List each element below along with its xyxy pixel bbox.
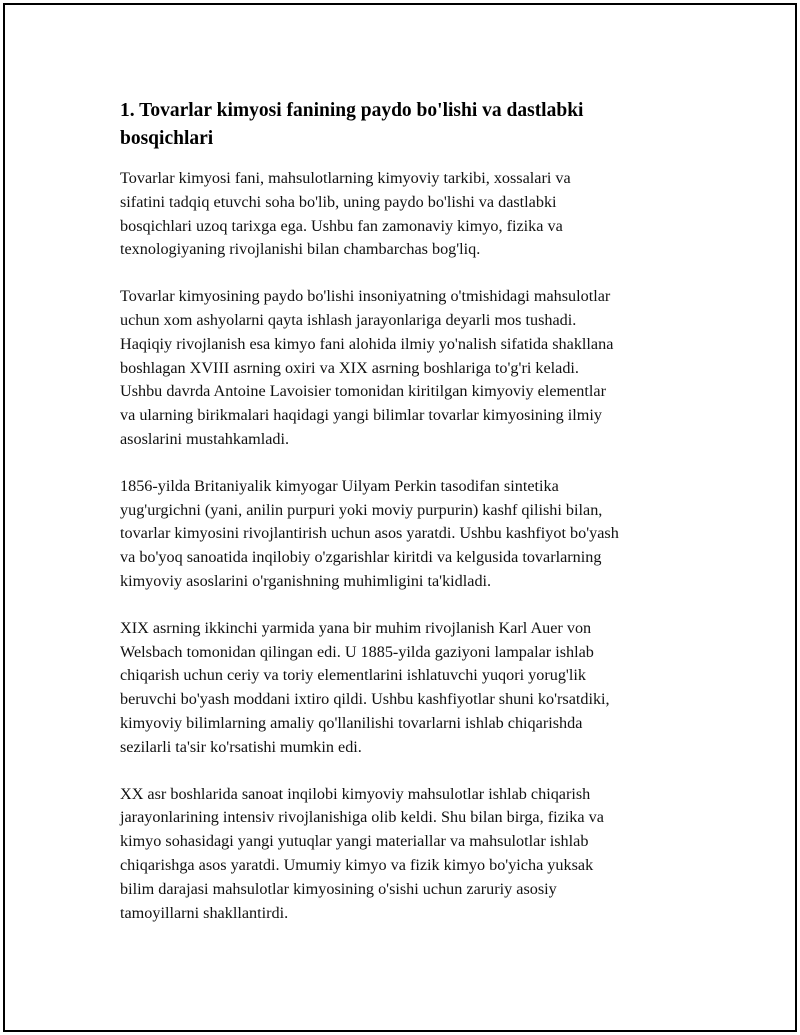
paragraph-1: [120, 167, 690, 262]
text-line: jarayonlarining intensiv rivojlanishiga olib keldi. Shu bilan birga, fizika va: [120, 808, 604, 827]
text-line: chiqarish uchun ceriy va toriy elementlarini ishlatuvchi yuqori yorug'lik: [120, 666, 586, 685]
text-line: asoslarini mustahkamladi.: [120, 429, 290, 448]
text-line: va ularning birikmalari haqidagi yangi bilimlar tovarlar kimyosining ilmiy: [120, 406, 602, 425]
text-line: boshlagan XVIII asrning oxiri va XIX asrning boshlariga to'g'ri keladi.: [120, 358, 579, 377]
text-line: XIX asrning ikkinchi yarmida yana bir muhim rivojlanish Karl Auer von: [120, 618, 592, 637]
text-line: beruvchi bo'yash moddani ixtiro qildi. Ushbu kashfiyotlar shuni ko'rsatdiki,: [120, 690, 610, 709]
text-line: sezilarli ta'sir ko'rsatishi mumkin edi.: [120, 737, 362, 756]
text-line: yug'urgichni (yani, anilin purpuri yoki moviy purpurin) kashf qilishi bilan,: [120, 500, 603, 519]
text-line: Haqiqiy rivojlanish esa kimyo fani alohida ilmiy yo'nalish sifatida shakllana: [120, 334, 614, 353]
paragraph-4: [120, 617, 690, 760]
text-line: 1856-yilda Britaniyalik kimyogar Uilyam Perkin tasodifan sintetika: [120, 476, 559, 495]
text-line: Tovarlar kimyosining paydo bo'lishi insoniyatning o'tmishidagi mahsulotlar: [120, 287, 611, 306]
text-line: va bo'yoq sanoatida inqilobiy o'zgarishlar kiritdi va kelgusida tovarlarning: [120, 548, 602, 567]
page-frame: [3, 3, 797, 1032]
text-line: uchun xom ashyolarni qayta ishlash jarayonlariga deyarli mos tushadi.: [120, 310, 577, 329]
text-line: chiqarishga asos yaratdi. Umumiy kimyo va fizik kimyo bo'yicha yuksak: [120, 855, 594, 874]
text-line: Tovarlar kimyosi fani, mahsulotlarning kimyoviy tarkibi, xossalari va: [120, 169, 571, 187]
section-heading: [120, 97, 690, 153]
text-line: sifatini tadqiq etuvchi soha bo'lib, uning paydo bo'lishi va dastlabki: [120, 192, 557, 211]
text-line: kimyoviy asoslarini o'rganishning muhimligini ta'kidladi.: [120, 571, 492, 590]
text-line: tamoyillarni shakllantirdi.: [120, 903, 289, 922]
heading-line: 1. Tovarlar kimyosi fanining paydo bo'lishi va dastlabki: [120, 100, 584, 121]
heading-line: bosqichlari: [120, 128, 214, 149]
text-line: Welsbach tomonidan qilingan edi. U 1885-yilda gaziyoni lampalar ishlab: [120, 642, 594, 661]
paragraph-5: [120, 783, 690, 926]
text-line: kimyoviy bilimlarning amaliy qo'llanilishi tovarlarni ishlab chiqarishda: [120, 713, 583, 732]
text-line: Ushbu davrda Antoine Lavoisier tomonidan kiritilgan kimyoviy elementlar: [120, 382, 606, 401]
text-line: bilim darajasi mahsulotlar kimyosining o'sishi uchun zaruriy asosiy: [120, 879, 557, 898]
text-line: bosqichlari uzoq tarixga ega. Ushbu fan zamonaviy kimyo, fizika va: [120, 216, 563, 235]
paragraph-3: [120, 475, 690, 594]
text-line: texnologiyaning rivojlanishi bilan chambarchas bog'liq.: [120, 240, 481, 259]
document-body: [120, 97, 690, 948]
text-line: kimyo sohasidagi yangi yutuqlar yangi materiallar va mahsulotlar ishlab: [120, 832, 589, 851]
text-line: XX asr boshlarida sanoat inqilobi kimyoviy mahsulotlar ishlab chiqarish: [120, 784, 591, 803]
paragraph-2: [120, 285, 690, 452]
text-line: tovarlar kimyosini rivojlantirish uchun asos yaratdi. Ushbu kashfiyot bo'yash: [120, 524, 619, 543]
